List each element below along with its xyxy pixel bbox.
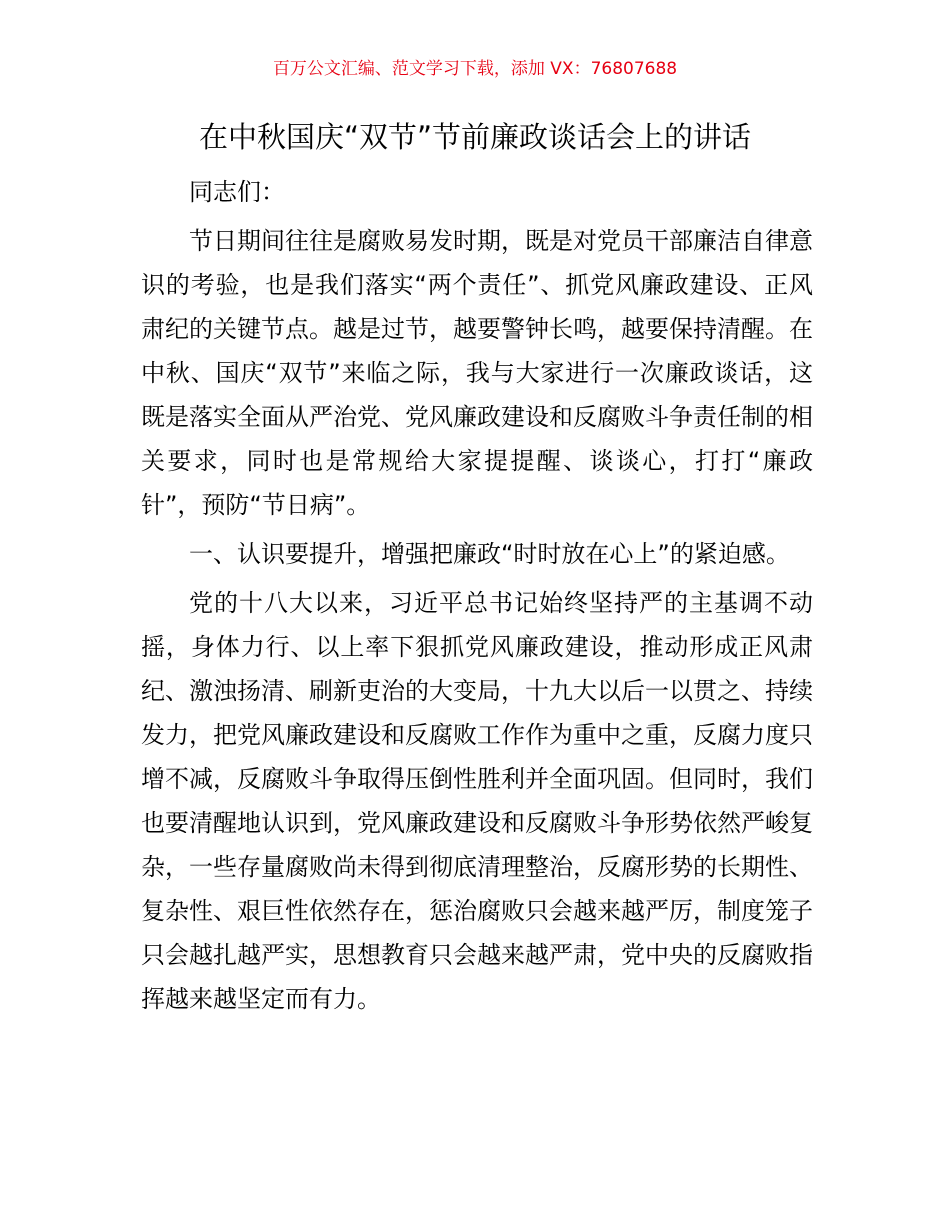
paragraph-section-1: 党的十八大以来，习近平总书记始终坚持严的主基调不动摇，身体力行、以上率下狠抓党风廉政建设，推动形成正风肃纪、激浊扬清、刷新吏治的大变局，十九大以后一以贯之、持续发力，把党风廉政建设和反腐败工作作为重中之重，反腐力度只增不减，反腐败斗争取得压倒性胜利并全面巩固。但同时，我们也要清醒地认识到，党风廉政建设和反腐败斗争形势依然严峻复杂，一些存量腐败尚未得到彻底清理整治，反腐形势的长期性、复杂性、艰巨性依然存在，惩治腐败只会越来越严厉，制度笼子只会越扎越严实，思想教育只会越来越严肃，党中央的反腐败指挥越来越坚定而有力。 [141,589,813,1013]
salutation: 同志们： [189,178,285,206]
document-body [141,170,813,1026]
document-title: 在中秋国庆“双节”节前廉政谈话会上的讲话 [198,120,752,154]
header-banner: 百万公文汇编、范文学习下载，添加 VX：76807688 [272,59,678,79]
paragraph-intro: 节日期间往往是腐败易发时期，既是对党员干部廉洁自律意识的考验，也是我们落实“两个责任”、抓党风廉政建设、正风肃纪的关键节点。越是过节，越要警钟长鸣，越要保持清醒。在中秋、国庆“双节”来临之际，我与大家进行一次廉政谈话，这既是落实全面从严治党、党风廉政建设和反腐败斗争责任制的相关要求，同时也是常规给大家提提醒、谈谈心，打打“廉政针”，预防“节日病”。 [141,227,813,519]
section-heading-1: 一、认识要提升，增强把廉政“时时放在心上”的紧迫感。 [189,540,790,568]
